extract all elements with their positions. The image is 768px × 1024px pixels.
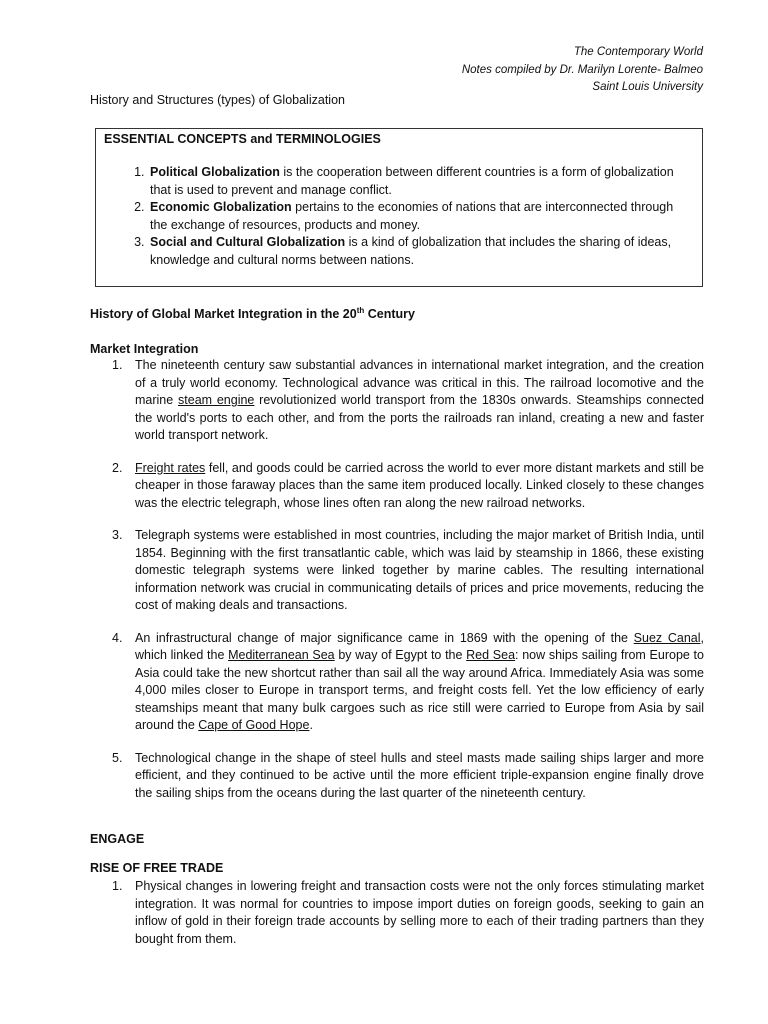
item-number: 1. [112, 879, 123, 893]
header-author: Notes compiled by Dr. Marilyn Lorente- Balmeo [461, 63, 703, 76]
freight-rates-link[interactable]: Freight rates [135, 460, 206, 475]
concept-item [148, 234, 688, 269]
document-title: History and Structures (types) of Globalization [90, 93, 345, 107]
mediterranean-sea-link[interactable]: Mediterranean Sea [228, 648, 335, 662]
history-heading: History of Global Market Integration in the 20th Century [90, 306, 415, 322]
item-number: 5. [112, 750, 123, 765]
item-number: 4. [112, 630, 123, 645]
concept-text: pertains to the economies of nations that are interconnected through the exchange of resources, products and money. [150, 200, 674, 232]
market-integration-list [112, 357, 704, 817]
list-item: 2. Freight rates fell, and goods could be carried across the world to ever more distant markets and still be cheaper in those faraway places than the same item produced locally. Linked closely to these changes was the electric telegraph, whose lines often ran along the new railroad networks. [112, 460, 704, 510]
concept-term: Economic Globalization [150, 200, 292, 214]
concept-term: Political Globalization [150, 165, 280, 179]
suez-canal-link[interactable]: Suez Canal [633, 630, 701, 645]
list-item: 1. The nineteenth century saw substantial advances in international market integration, and the creation of a truly world economy. Technological advance was critical in this. The railroad locomotive and the marine steam engine revolutionized world transport from the 1830s onwards. Steamships connected the world's ports to each other, and from the ports the railroads ran inland, creating a new and faster world transport network. [112, 358, 704, 442]
item-number: 1. [112, 358, 123, 372]
concept-text: is the cooperation between different countries is a form of globalization that is used to prevent and manage conflict. [150, 165, 674, 197]
list-item: 3. Telegraph systems were established in most countries, including the major market of British India, until 1854. Beginning with the first transatlantic cable, which was laid by steamship in 1866, these existing domestic telegraph systems were linked together by marine cables. The resulting international information network was crucial in communicating details of prices and price movements, reducing the cost of making deals and transactions. [112, 528, 704, 612]
header-course: The Contemporary World [573, 46, 703, 58]
concept-term: Social and Cultural Globalization [150, 235, 346, 249]
red-sea-link[interactable]: Red Sea [466, 648, 516, 662]
free-trade-heading: RISE OF FREE TRADE [90, 861, 224, 875]
steam-engine-link[interactable]: steam engine [178, 393, 255, 407]
list-item: 5. Technological change in the shape of steel hulls and steel masts made sailing ships larger and more efficient, and they continued to be active until the more efficient triple-expansion engine finally drove the sailing ships from the oceans during the last quarter of the nineteenth century. [112, 750, 704, 800]
item-number: 2. [112, 460, 123, 475]
market-integration-heading: Market Integration [90, 342, 199, 356]
free-trade-list [112, 878, 704, 963]
engage-heading: ENGAGE [90, 832, 145, 846]
page-header [462, 44, 703, 97]
concept-item [148, 164, 688, 199]
concepts-list [96, 164, 702, 269]
cape-of-good-hope-link[interactable]: Cape of Good Hope [198, 718, 310, 732]
list-item: 1. Physical changes in lowering freight and transaction costs were not the only forces stimulating market integration. It was normal for countries to impose import duties on foreign goods, seeking to gain an inflow of gold in their foreign trade accounts by selling more to each of their trading partners than they bought from them. [112, 879, 704, 946]
concept-text: is a kind of globalization that includes the sharing of ideas, knowledge and cultural norms between nations. [150, 235, 672, 267]
concepts-title: ESSENTIAL CONCEPTS and TERMINOLOGIES [104, 132, 381, 146]
header-university: Saint Louis University [592, 81, 703, 93]
item-number: 3. [112, 528, 123, 542]
concept-item [148, 199, 688, 234]
list-item: 4. An infrastructural change of major significance came in 1869 with the opening of the Suez Canal, which linked the Mediterranean Sea by way of Egypt to the Red Sea: now ships sailing from Europe to Asia could take the new shortcut rather than sail all the way around Africa. Immediately Asia was some 4,000 miles closer to Europe in transport terms, and freight costs fell. Yet the low efficiency of early steamships meant that many bulk cargoes such as rice still were carried to Europe from Asia by sail around the Cape of Good Hope. [112, 630, 704, 732]
concepts-box [95, 128, 703, 287]
